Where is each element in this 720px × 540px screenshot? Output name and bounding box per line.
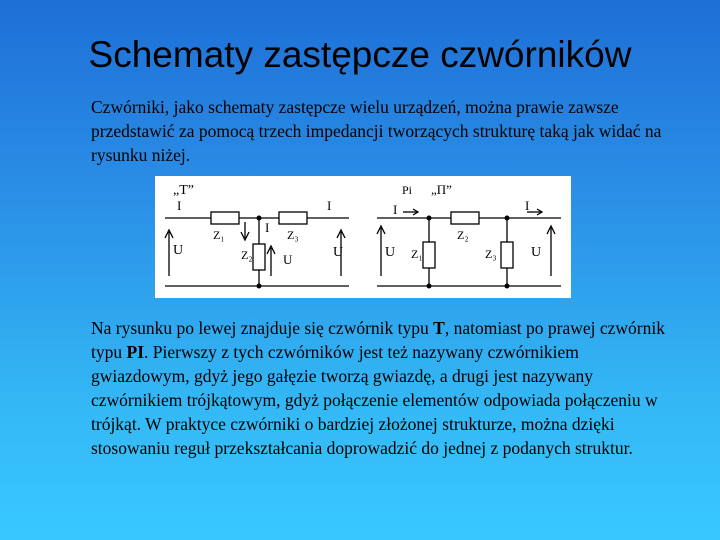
pi-mark: Pi — [402, 183, 413, 197]
t-z1-resistor — [211, 212, 239, 224]
t-current-out: I — [327, 198, 332, 213]
pi-z3-resistor — [501, 242, 513, 268]
pi-type-label: „П” — [431, 182, 452, 197]
pi-voltage-in: U — [385, 245, 396, 260]
intro-paragraph: Czwórniki, jako schematy zastępcze wielu urządzeń, można prawie zawsze przedstawić za pomocą trzech impedancji tworzących strukturę taką jak widać na rysunku niżej. — [91, 97, 662, 165]
slide-title: Schematy zastępcze czwórników — [88, 34, 632, 75]
t-type-label: „T” — [173, 183, 194, 198]
pi-z2-resistor — [451, 212, 479, 224]
pi-z2-label: Z₂ — [457, 228, 469, 242]
pi-current-out: I — [525, 198, 530, 213]
body-text-1: Na rysunku po lewej znajduje się czwórnik typu — [91, 318, 434, 338]
t-voltage-mid: U — [283, 252, 293, 267]
body-term-t: T — [433, 318, 445, 338]
body-paragraph — [91, 316, 681, 460]
t-z2-label: Z₂ — [241, 248, 253, 262]
pi-voltage-out: U — [531, 245, 542, 260]
pi-z1-label: Z₁ — [411, 247, 423, 261]
t-z3-resistor — [279, 212, 307, 224]
circuit-figure — [155, 176, 571, 298]
t-z1-label: Z₁ — [213, 228, 225, 242]
pi-z3-label: Z₃ — [485, 247, 497, 261]
t-current-mid: I — [265, 220, 270, 235]
t-voltage-in: U — [173, 243, 184, 258]
body-term-pi: PI — [126, 342, 144, 362]
body-text-2: , natomiast po prawej czwórnik typu — [91, 318, 665, 362]
t-voltage-out: U — [333, 245, 344, 260]
pi-current-in: I — [393, 202, 398, 217]
t-current-in: I — [177, 198, 182, 213]
body-text-3: . Pierwszy z tych czwórników jest też nazywany czwórnikiem gwiazdowym, gdyż jego gałęzie tworzą gwiazdę, a drugi jest nazywany czwórnikiem trójkątowym, gdyż połączenie elementów odpowiada połączeniu w trójkąt. W praktyce czwórniki o bardziej złożonej strukturze, można dzięki stosowaniu reguł przekształcania doprowadzić do jednej z podanych struktur. — [91, 342, 658, 458]
pi-z1-resistor — [423, 242, 435, 268]
t-z2-resistor — [253, 244, 265, 270]
t-z3-label: Z₃ — [287, 228, 299, 242]
circuit-diagram — [155, 176, 571, 298]
